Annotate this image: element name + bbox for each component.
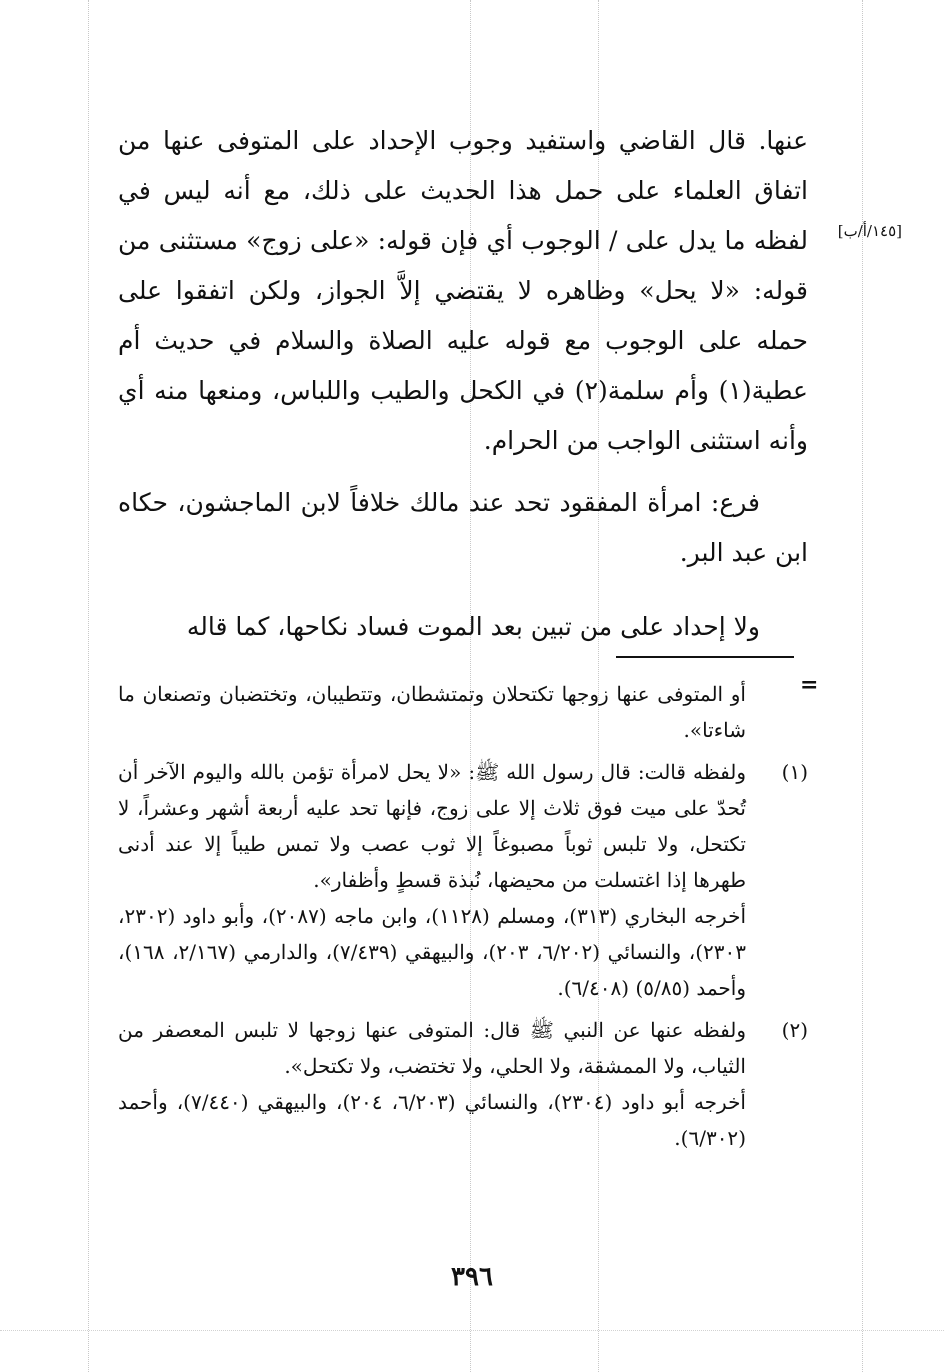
footnote-source: أخرجه البخاري (٣١٣)، ومسلم (١١٢٨)، وابن ماجه (٢٠٨٧)، وأبو داود (٢٣٠٢، ٢٣٠٣)، والنسائي (٦/٢٠٢، ٢٠٣)، والبيهقي (٧/٤٣٩)، والدارمي (٢/١٦٧، ١٦٨)، وأحمد (٥/٨٥) (٦/٤٠٨). [118, 904, 747, 1000]
main-text [118, 116, 808, 652]
footnote-number: (٢) [781, 1018, 808, 1042]
footnote-text: ولفظه قالت: قال رسول الله ﷺ: «لا يحل لامرأة تؤمن بالله واليوم الآخر أن تُحدّ على ميت فوق ثلاث إلا على زوج، فإنها تحد عليه أربعة أشهر وعشراً، لا تكتحل، ولا تلبس ثوباً مصبوغاً إلا ثوب عصب ولا تمس طيباً إلا عند أدنى طهرها إذا اغتسلت من محيضها، نُبذة قسطٍ وأظفار». [118, 760, 746, 892]
paragraph-1: عنها. قال القاضي واستفيد وجوب الإحداد على المتوفى عنها من اتفاق العلماء على حمل هذا الحديث على ذلك، مع أنه ليس في لفظه ما يدل على / الوجوب أي فإن قوله: «على زوج» مستثنى من قوله: «لا يحل» وظاهره لا يقتضي إلاَّ الجواز، ولكن اتفقوا على حمله على الوجوب مع قوله عليه الصلاة والسلام في حديث أم عطية(١) وأم سلمة(٢) في الكحل والطيب واللباس، ومنعها منه أي وأنه استثنى الواجب من الحرام. [118, 126, 808, 455]
footnote-text: ولفظه عنها عن النبي ﷺ قال: المتوفى عنها زوجها لا تلبس المعصفر من الثياب، ولا الممشقة، ولا الحلي، ولا تختضب، ولا تكتحل». [118, 1018, 746, 1078]
footnote-1 [118, 754, 808, 1006]
footnotes [118, 676, 808, 1162]
page-number: ٣٩٦ [451, 1262, 493, 1292]
footnote-continued-text: أو المتوفى عنها زوجها تكتحلان وتمتشطان، وتتطيبان، وتختضبان وتصنعان ما شاءتا». [118, 682, 746, 742]
footnote-source: أخرجه أبو داود (٢٣٠٤)، والنسائي (٦/٢٠٣، ٢٠٤)، والبيهقي (٧/٤٤٠)، وأحمد (٦/٣٠٢). [118, 1090, 746, 1150]
footnote-continued [118, 676, 808, 748]
footnote-2 [118, 1012, 808, 1156]
scan-guide-line [88, 0, 89, 1372]
manuscript-folio-note: [١٤٥/أ/ب] [837, 222, 902, 240]
footnote-continued-mark: = [800, 672, 819, 698]
footnote-separator [616, 656, 794, 658]
scan-guide-line [0, 1330, 944, 1331]
scan-guide-line [862, 0, 863, 1372]
paragraph-2: فرع: امرأة المفقود تحد عند مالك خلافاً لابن الماجشون، حكاه ابن عبد البر. [118, 488, 808, 567]
paragraph-3: ولا إحداد على من تبين بعد الموت فساد نكاحها، كما قاله [186, 612, 760, 641]
footnote-number: (١) [781, 760, 808, 784]
